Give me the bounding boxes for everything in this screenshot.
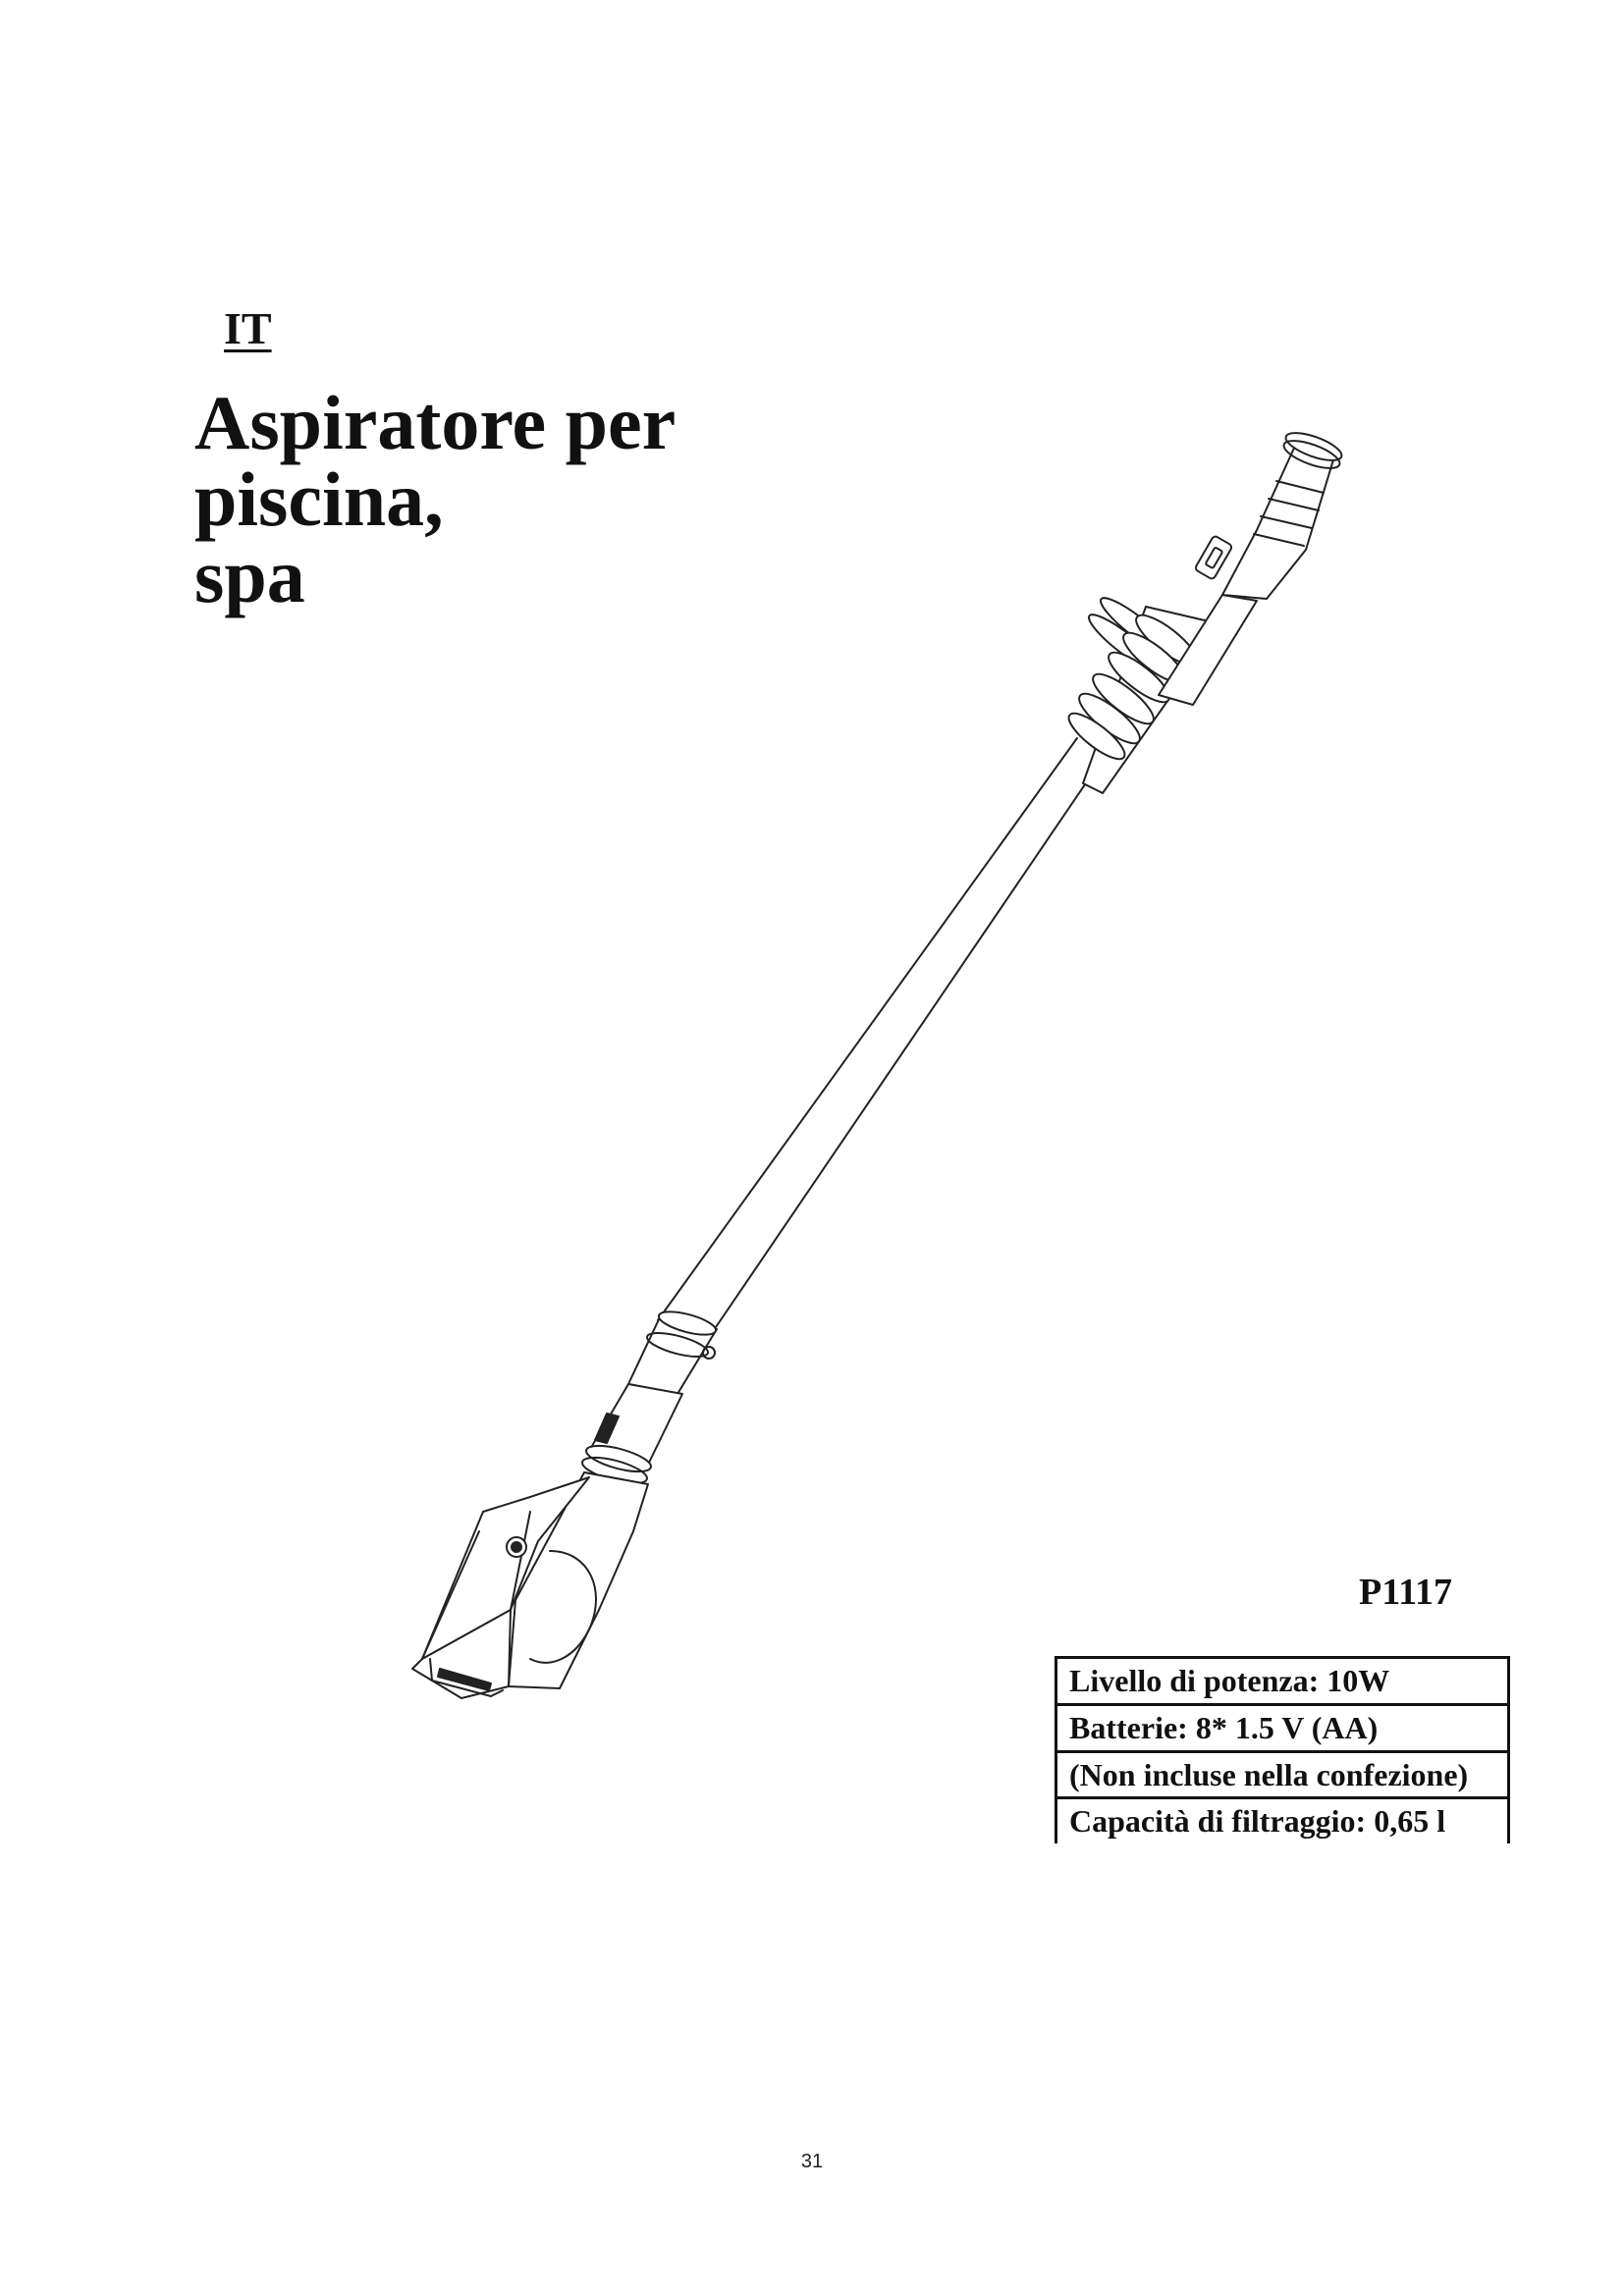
- spec-table: [1055, 1656, 1510, 1843]
- title-line-1: Aspiratore per piscina,: [194, 380, 675, 542]
- spec-row: Batterie: 8* 1.5 V (AA): [1057, 1706, 1507, 1753]
- handle: [1159, 427, 1345, 705]
- model-number: P1117: [1359, 1572, 1453, 1613]
- language-code: IT: [224, 303, 272, 353]
- spec-row: Livello di potenza: 10W: [1057, 1659, 1507, 1706]
- spec-row: Capacità di filtraggio: 0,65 l: [1069, 1803, 1446, 1840]
- title-line-2: spa: [194, 533, 305, 618]
- vacuum-head: [412, 1472, 648, 1698]
- page-number: 31: [800, 2151, 824, 2172]
- pole: [658, 738, 1112, 1330]
- spec-row: (Non incluse nella confezione): [1057, 1753, 1507, 1800]
